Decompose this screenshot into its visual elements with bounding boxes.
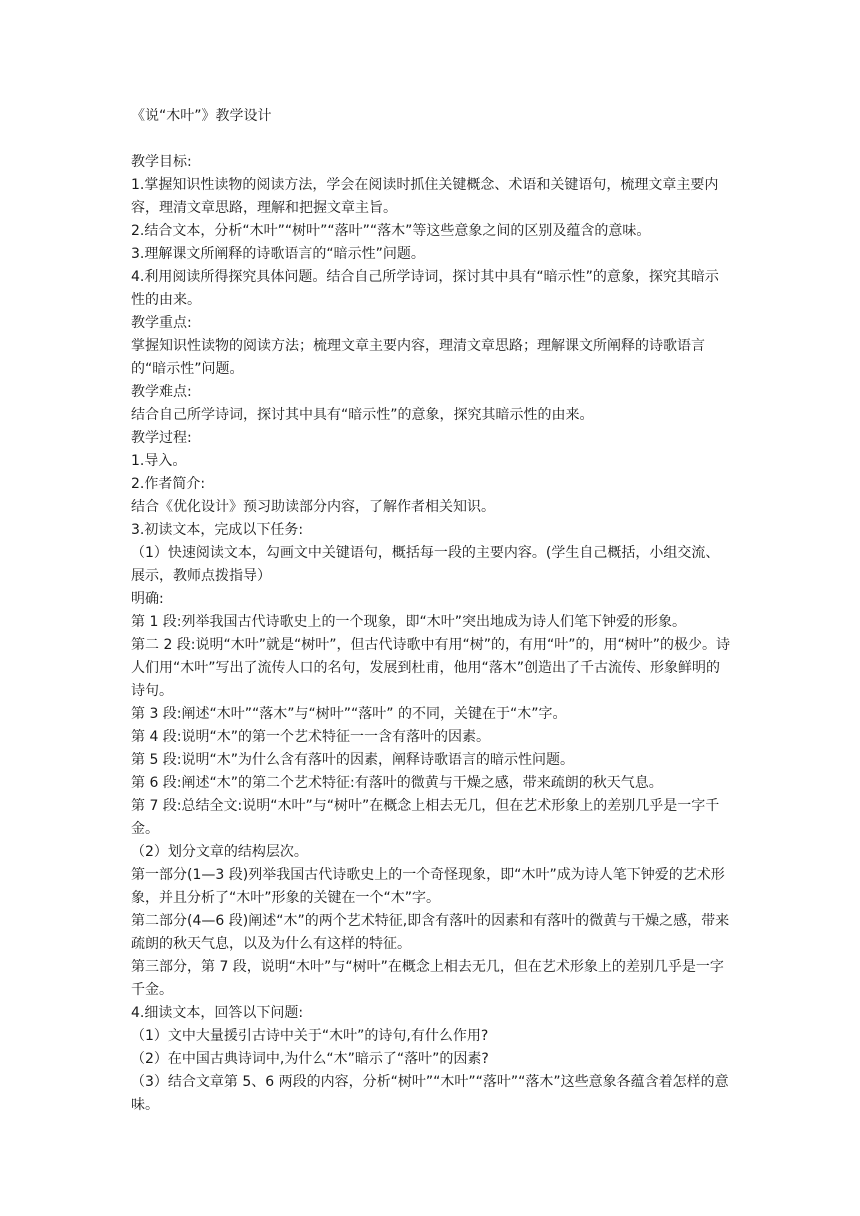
paragraph: 明确: bbox=[131, 591, 164, 607]
paragraph: 结合《优化设计》预习助读部分内容，了解作者相关知识。 bbox=[131, 499, 495, 515]
paragraph-summary: 第 3 段:阐述“木叶”“落木”与“树叶”“落叶” 的不同，关键在于“木”字。 bbox=[131, 706, 567, 722]
heading-objectives: 教学目标: bbox=[131, 154, 192, 170]
task-item: （1）快速阅读文本，勾画文中关键语句，概括每一段的主要内容。(学生自己概括，小组交流、展示，教师点拨指导） bbox=[131, 545, 720, 584]
paragraph-summary: 第 7 段:总结全文:说明“木叶”与“树叶”在概念上相去无几，但在艺术形象上的差别几乎是一字千金。 bbox=[131, 798, 720, 837]
objective-item: 4.利用阅读所得探究具体问题。结合自己所学诗词，探讨其中具有“暗示性”的意象，探究其暗示性的由来。 bbox=[131, 269, 719, 308]
heading-process: 教学过程: bbox=[131, 430, 192, 446]
difficulties-text: 结合自己所学诗词，探讨其中具有“暗示性”的意象，探究其暗示性的由来。 bbox=[131, 407, 594, 423]
paragraph-summary: 第 6 段:阐述“木”的第二个艺术特征:有落叶的微黄与干燥之感，带来疏朗的秋天气息。 bbox=[131, 775, 663, 791]
structure-part: 第三部分，第 7 段，说明“木叶”与“树叶”在概念上相去无几，但在艺术形象上的差别几乎是一字千金。 bbox=[131, 959, 724, 998]
document-title: 《说“木叶”》教学设计 bbox=[131, 108, 272, 124]
paragraph-summary: 第 4 段:说明“木”的第一个艺术特征一一含有落叶的因素。 bbox=[131, 729, 491, 745]
structure-part: 第二部分(4—6 段)阐述“木”的两个艺术特征,即含有落叶的因素和有落叶的微黄与干燥之感，带来疏朗的秋天气息，以及为什么有这样的特征。 bbox=[131, 913, 730, 952]
objective-item: 2.结合文本，分析“木叶”“树叶”“落叶”“落木”等这些意象之间的区别及蕴含的意味。 bbox=[131, 223, 651, 239]
paragraph-summary: 第 5 段:说明“木”为什么含有落叶的因素，阐释诗歌语言的暗示性问题。 bbox=[131, 752, 575, 768]
task-item: （2）划分文章的结构层次。 bbox=[131, 844, 308, 860]
question-item: （1）文中大量援引古诗中关于“木叶”的诗句,有什么作用? bbox=[131, 1028, 489, 1044]
question-item: （3）结合文章第 5、6 两段的内容，分析“树叶”“木叶”“落叶”“落木”这些意象各蕴含着怎样的意味。 bbox=[131, 1074, 729, 1113]
paragraph-summary: 第 1 段:列举我国古代诗歌史上的一个现象，即“木叶”突出地成为诗人们笔下钟爱的形象。 bbox=[131, 614, 687, 630]
process-step: 4.细读文本，回答以下问题: bbox=[131, 1005, 304, 1021]
structure-part: 第一部分(1—3 段)列举我国古代诗歌史上的一个奇怪现象，即“木叶”成为诗人笔下钟爱的艺术形象，并且分析了“木叶”形象的关键在一个“木”字。 bbox=[131, 867, 725, 906]
heading-key-points: 教学重点: bbox=[131, 315, 192, 331]
key-points-text: 掌握知识性读物的阅读方法；梳理文章主要内容，理清文章思路；理解课文所阐释的诗歌语言的“暗示性”问题。 bbox=[131, 338, 705, 377]
document-page bbox=[131, 105, 731, 1117]
process-step: 1.导入。 bbox=[131, 453, 187, 469]
process-step: 3.初读文本，完成以下任务: bbox=[131, 522, 304, 538]
process-step: 2.作者简介: bbox=[131, 476, 206, 492]
paragraph-summary: 第二 2 段:说明“木叶”就是“树叶”，但古代诗歌中有用“树”的，有用“叶”的，用“树叶”的极少。诗人们用“木叶”写出了流传人口的名句，发展到杜甫，他用“落木”创造出了千古流传、形象鲜明的诗句。 bbox=[131, 637, 731, 699]
question-item: （2）在中国古典诗词中,为什么“木”暗示了“落叶”的因素? bbox=[131, 1051, 489, 1067]
heading-difficulties: 教学难点: bbox=[131, 384, 192, 400]
objective-item: 1.掌握知识性读物的阅读方法，学会在阅读时抓住关键概念、术语和关键语句，梳理文章主要内容，理清文章思路，理解和把握文章主旨。 bbox=[131, 177, 719, 216]
objective-item: 3.理解课文所阐释的诗歌语言的“暗示性”问题。 bbox=[131, 246, 425, 262]
